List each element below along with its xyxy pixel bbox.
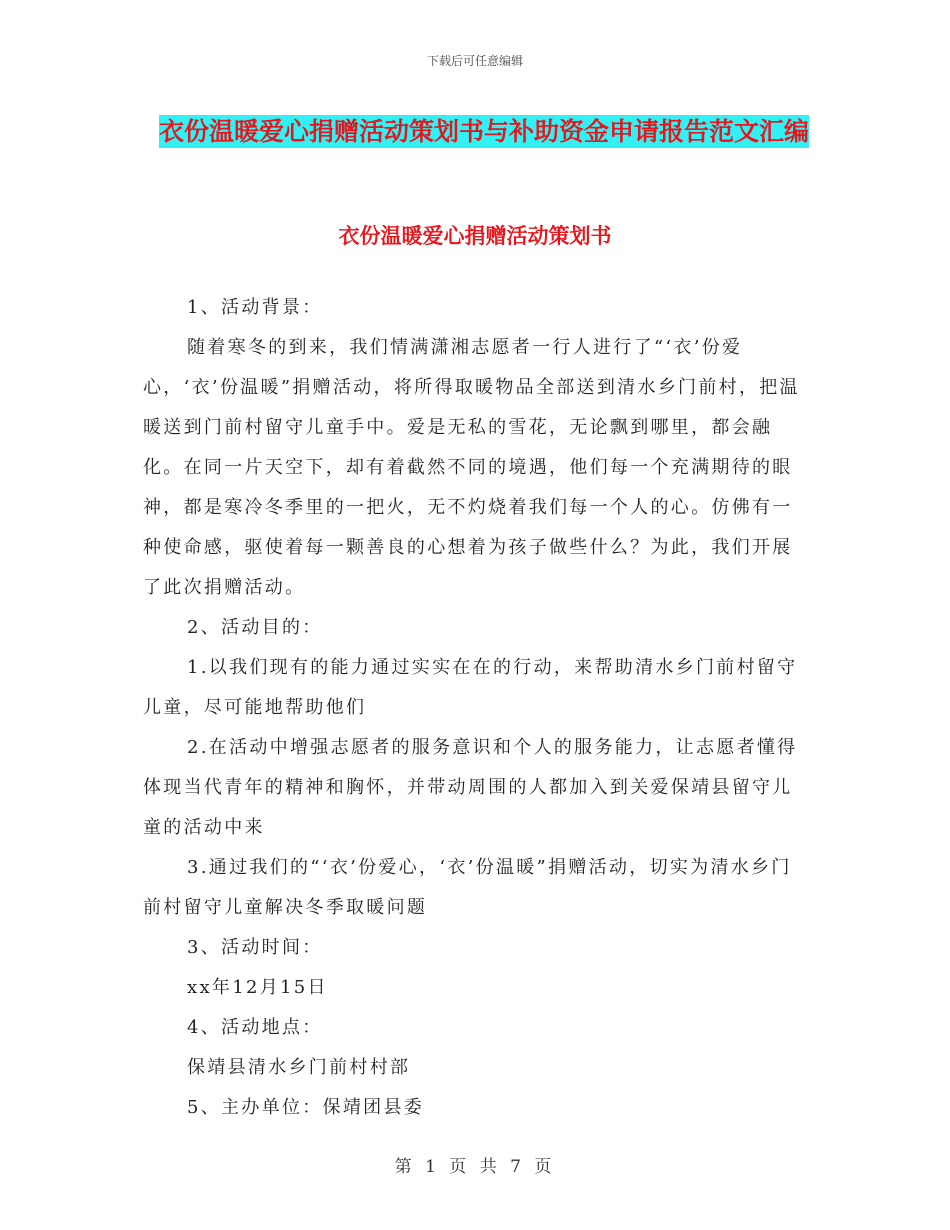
document-title	[144, 106, 824, 158]
paragraph-organizer: 5、主办单位：保靖团县委	[187, 1097, 425, 1118]
page-number: 第 1 页 共 7 页	[394, 1157, 556, 1177]
document-title-text: 衣份温暖爱心捐赠活动策划书与补助资金申请报告范文汇编	[158, 117, 809, 146]
paragraph-time: xx年12月15日	[187, 977, 328, 998]
section-title: 衣份温暖爱心捐赠活动策划书	[338, 223, 612, 248]
document-body	[143, 288, 808, 1128]
paragraph-purpose-3: 3.通过我们的“‘衣’份爱心，‘衣’份温暖”捐赠活动，切实为清水乡门前村留守儿童解决冬季取暖问题	[143, 857, 792, 918]
paragraph-location: 保靖县清水乡门前村村部	[187, 1057, 411, 1078]
paragraph-purpose-2: 2.在活动中增强志愿者的服务意识和个人的服务能力，让志愿者懂得体现当代青年的精神和胸怀，并带动周围的人都加入到关爱保靖县留守儿童的活动中来	[143, 737, 798, 838]
paragraph-background: 随着寒冬的到来，我们情满潇湘志愿者一行人进行了“‘衣’份爱心，‘衣’份温暖”捐赠活动，将所得取暖物品全部送到清水乡门前村，把温暖送到门前村留守儿童手中。爱是无私的雪花，无论飘到哪里，都会融化。在同一片天空下，却有着截然不同的境遇，他们每一个充满期待的眼神，都是寒冷冬季里的一把火，无不灼烧着我们每一个人的心。仿佛有一种使命感，驱使着每一颗善良的心想着为孩子做些什么？为此，我们开展了此次捐赠活动。	[143, 337, 800, 598]
header-note: 下载后可任意编辑	[426, 54, 523, 68]
paragraph-background-heading: 1、活动背景：	[187, 297, 323, 318]
paragraph-purpose-1: 1.以我们现有的能力通过实实在在的行动，来帮助清水乡门前村留守儿童，尽可能地帮助他们	[143, 657, 798, 718]
paragraph-purpose-heading: 2、活动目的：	[187, 617, 323, 638]
paragraph-time-heading: 3、活动时间：	[187, 937, 323, 958]
paragraph-location-heading: 4、活动地点：	[187, 1017, 323, 1038]
